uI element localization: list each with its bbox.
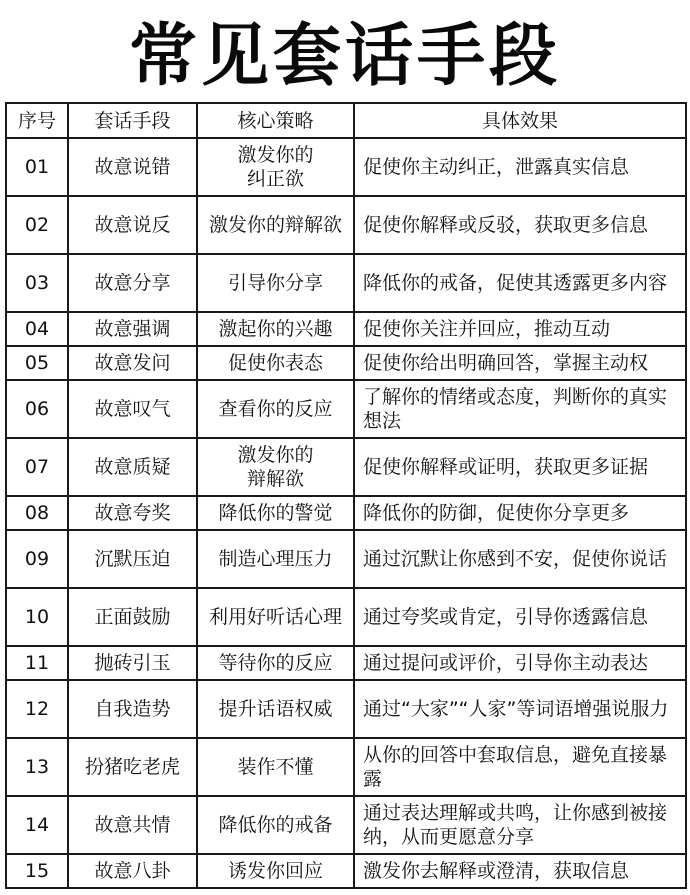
row-number: 05	[6, 346, 68, 380]
header-method: 套话手段	[68, 103, 197, 138]
row-number: 10	[6, 588, 68, 646]
row-method: 沉默压迫	[68, 530, 197, 588]
table-row	[6, 346, 686, 380]
row-strategy: 提升话语权威	[197, 680, 354, 738]
row-effect: 促使你给出明确回答，掌握主动权	[354, 346, 686, 380]
row-strategy: 等待你的反应	[197, 646, 354, 680]
row-number: 08	[6, 496, 68, 530]
row-strategy: 降低你的戒备	[197, 796, 354, 854]
row-number: 02	[6, 196, 68, 254]
header-effect: 具体效果	[354, 103, 686, 138]
row-number: 06	[6, 380, 68, 438]
row-method: 故意说反	[68, 196, 197, 254]
row-effect: 降低你的戒备，促使其透露更多内容	[354, 254, 686, 312]
row-effect: 通过夸奖或肯定，引导你透露信息	[354, 588, 686, 646]
row-number: 15	[6, 854, 68, 888]
table-row	[6, 380, 686, 438]
table-row	[6, 312, 686, 346]
row-method: 自我造势	[68, 680, 197, 738]
row-number: 11	[6, 646, 68, 680]
header-strategy: 核心策略	[197, 103, 354, 138]
row-effect: 激发你去解释或澄清，获取信息	[354, 854, 686, 888]
row-strategy: 激起你的兴趣	[197, 312, 354, 346]
row-strategy: 激发你的辩解欲	[197, 196, 354, 254]
table-row	[6, 138, 686, 196]
row-method: 故意叹气	[68, 380, 197, 438]
table-row	[6, 680, 686, 738]
table-row	[6, 438, 686, 496]
row-method: 抛砖引玉	[68, 646, 197, 680]
row-strategy: 制造心理压力	[197, 530, 354, 588]
row-method: 故意八卦	[68, 854, 197, 888]
table-row	[6, 588, 686, 646]
row-method: 故意共情	[68, 796, 197, 854]
row-effect: 促使你关注并回应，推动互动	[354, 312, 686, 346]
tactics-table	[5, 102, 687, 889]
row-method: 故意强调	[68, 312, 197, 346]
table-row	[6, 738, 686, 796]
row-effect: 降低你的防御，促使你分享更多	[354, 496, 686, 530]
row-effect: 通过沉默让你感到不安，促使你说话	[354, 530, 686, 588]
row-strategy: 查看你的反应	[197, 380, 354, 438]
table-header-row	[6, 103, 686, 138]
row-number: 07	[6, 438, 68, 496]
row-number: 03	[6, 254, 68, 312]
row-effect: 促使你解释或证明，获取更多证据	[354, 438, 686, 496]
row-method: 故意夸奖	[68, 496, 197, 530]
table-row	[6, 196, 686, 254]
row-effect: 了解你的情绪或态度，判断你的真实想法	[354, 380, 686, 438]
row-number: 01	[6, 138, 68, 196]
row-number: 09	[6, 530, 68, 588]
row-effect: 促使你解释或反驳，获取更多信息	[354, 196, 686, 254]
row-method: 故意分享	[68, 254, 197, 312]
row-method: 正面鼓励	[68, 588, 197, 646]
row-strategy: 利用好听话心理	[197, 588, 354, 646]
table-row	[6, 530, 686, 588]
table-row	[6, 496, 686, 530]
table-row	[6, 796, 686, 854]
row-method: 故意质疑	[68, 438, 197, 496]
row-strategy: 激发你的 纠正欲	[197, 138, 354, 196]
row-strategy: 激发你的 辩解欲	[197, 438, 354, 496]
row-strategy: 装作不懂	[197, 738, 354, 796]
row-number: 14	[6, 796, 68, 854]
row-number: 12	[6, 680, 68, 738]
row-method: 故意发问	[68, 346, 197, 380]
page-title: 常见套话手段	[128, 16, 561, 96]
row-method: 扮猪吃老虎	[68, 738, 197, 796]
row-strategy: 引导你分享	[197, 254, 354, 312]
table-row	[6, 646, 686, 680]
row-effect: 通过“大家”“人家”等词语增强说服力	[354, 680, 686, 738]
row-effect: 从你的回答中套取信息，避免直接暴露	[354, 738, 686, 796]
table-row	[6, 854, 686, 888]
row-strategy: 诱发你回应	[197, 854, 354, 888]
row-number: 04	[6, 312, 68, 346]
row-strategy: 降低你的警觉	[197, 496, 354, 530]
table-row	[6, 254, 686, 312]
row-number: 13	[6, 738, 68, 796]
row-method: 故意说错	[68, 138, 197, 196]
row-effect: 通过提问或评价，引导你主动表达	[354, 646, 686, 680]
row-strategy: 促使你表态	[197, 346, 354, 380]
header-number: 序号	[6, 103, 68, 138]
row-effect: 促使你主动纠正，泄露真实信息	[354, 138, 686, 196]
row-effect: 通过表达理解或共鸣，让你感到被接纳，从而更愿意分享	[354, 796, 686, 854]
